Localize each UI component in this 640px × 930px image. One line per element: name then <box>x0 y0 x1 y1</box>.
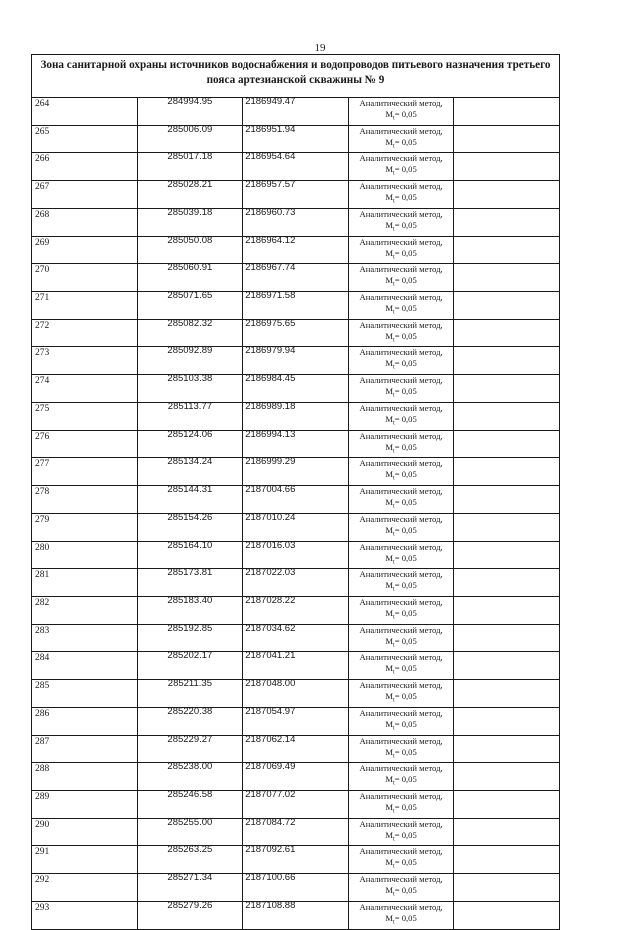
empty-cell <box>454 818 560 846</box>
accuracy-label: $M_t= 0,05$ <box>385 164 417 178</box>
table-row <box>32 153 560 181</box>
y-coordinate-cell: 2186984.45 <box>243 375 349 403</box>
empty-cell <box>454 596 560 624</box>
method-label: Аналитический метод, <box>359 181 443 192</box>
empty-cell <box>454 98 560 126</box>
empty-cell <box>454 125 560 153</box>
method-label: Аналитический метод, <box>359 541 443 552</box>
x-coordinate-cell: 285202.17 <box>137 652 243 680</box>
y-coordinate-cell: 2187054.97 <box>243 707 349 735</box>
y-coordinate-cell: 2187062.14 <box>243 735 349 763</box>
x-coordinate-cell: 285050.08 <box>137 236 243 264</box>
point-number-cell: 277 <box>32 458 138 486</box>
table-row <box>32 596 560 624</box>
method-cell <box>348 292 454 320</box>
x-coordinate-cell: 285017.18 <box>137 153 243 181</box>
point-number-cell: 271 <box>32 292 138 320</box>
table-row <box>32 624 560 652</box>
table-row <box>32 181 560 209</box>
point-number-cell: 267 <box>32 181 138 209</box>
point-number-cell: 291 <box>32 846 138 874</box>
y-coordinate-cell: 2186954.64 <box>243 153 349 181</box>
point-number-cell: 292 <box>32 874 138 902</box>
y-coordinate-cell: 2187010.24 <box>243 513 349 541</box>
x-coordinate-cell: 285092.89 <box>137 347 243 375</box>
x-coordinate-cell: 285103.38 <box>137 375 243 403</box>
empty-cell <box>454 541 560 569</box>
table-row <box>32 541 560 569</box>
y-coordinate-cell: 2187034.62 <box>243 624 349 652</box>
empty-cell <box>454 402 560 430</box>
method-label: Аналитический метод, <box>359 790 443 801</box>
table-row <box>32 569 560 597</box>
x-coordinate-cell: 285220.38 <box>137 707 243 735</box>
table-row <box>32 901 560 929</box>
empty-cell <box>454 208 560 236</box>
method-label: Аналитический метод, <box>359 292 443 303</box>
empty-cell <box>454 513 560 541</box>
accuracy-label: $M_t= 0,05$ <box>385 857 417 871</box>
accuracy-label: $M_t= 0,05$ <box>385 413 417 427</box>
point-number-cell: 279 <box>32 513 138 541</box>
empty-cell <box>454 790 560 818</box>
point-number-cell: 269 <box>32 236 138 264</box>
method-label: Аналитический метод, <box>359 596 443 607</box>
accuracy-label: $M_t= 0,05$ <box>385 524 417 538</box>
method-cell <box>348 846 454 874</box>
method-label: Аналитический метод, <box>359 652 443 663</box>
x-coordinate-cell: 285154.26 <box>137 513 243 541</box>
table-row <box>32 319 560 347</box>
accuracy-label: $M_t= 0,05$ <box>385 663 417 677</box>
page-number: 19 <box>314 42 326 54</box>
method-cell <box>348 541 454 569</box>
x-coordinate-cell: 285192.85 <box>137 624 243 652</box>
method-cell <box>348 680 454 708</box>
accuracy-label: $M_t= 0,05$ <box>385 303 417 316</box>
method-cell <box>348 513 454 541</box>
table-row <box>32 430 560 458</box>
method-cell <box>348 153 454 181</box>
method-cell <box>348 763 454 791</box>
table-row <box>32 735 560 763</box>
x-coordinate-cell: 285164.10 <box>137 541 243 569</box>
accuracy-label: $M_t= 0,05$ <box>385 580 417 593</box>
method-label: Аналитический метод, <box>359 901 443 912</box>
x-coordinate-cell: 284994.95 <box>137 98 243 126</box>
empty-cell <box>454 707 560 735</box>
empty-cell <box>454 181 560 209</box>
empty-cell <box>454 624 560 652</box>
method-cell <box>348 707 454 735</box>
empty-cell <box>454 292 560 320</box>
table-row <box>32 763 560 791</box>
y-coordinate-cell: 2187022.03 <box>243 569 349 597</box>
accuracy-label: $M_t= 0,05$ <box>385 386 417 399</box>
method-cell <box>348 874 454 902</box>
table-row <box>32 513 560 541</box>
x-coordinate-cell: 285124.06 <box>137 430 243 458</box>
accuracy-label: $M_t= 0,05$ <box>385 330 417 344</box>
empty-cell <box>454 652 560 680</box>
x-coordinate-cell: 285028.21 <box>137 181 243 209</box>
point-number-cell: 293 <box>32 901 138 929</box>
x-coordinate-cell: 285071.65 <box>137 292 243 320</box>
point-number-cell: 278 <box>32 486 138 514</box>
empty-cell <box>454 874 560 902</box>
x-coordinate-cell: 285082.32 <box>137 319 243 347</box>
method-label: Аналитический метод, <box>359 763 443 774</box>
table-row <box>32 292 560 320</box>
method-label: Аналитический метод, <box>359 818 443 829</box>
accuracy-label: $M_t= 0,05$ <box>385 718 417 732</box>
accuracy-label: $M_t= 0,05$ <box>385 829 417 843</box>
y-coordinate-cell: 2187100.66 <box>243 874 349 902</box>
table-row <box>32 790 560 818</box>
x-coordinate-cell: 285279.26 <box>137 901 243 929</box>
table-row <box>32 846 560 874</box>
method-label: Аналитический метод, <box>359 153 443 164</box>
point-number-cell: 280 <box>32 541 138 569</box>
accuracy-label: $M_t= 0,05$ <box>385 469 417 483</box>
y-coordinate-cell: 2187069.49 <box>243 763 349 791</box>
table-row <box>32 98 560 126</box>
empty-cell <box>454 236 560 264</box>
method-label: Аналитический метод, <box>359 486 443 497</box>
method-cell <box>348 735 454 763</box>
method-label: Аналитический метод, <box>359 513 443 524</box>
y-coordinate-cell: 2187004.66 <box>243 486 349 514</box>
table-row <box>32 125 560 153</box>
x-coordinate-cell: 285229.27 <box>137 735 243 763</box>
y-coordinate-cell: 2187092.61 <box>243 846 349 874</box>
point-number-cell: 270 <box>32 264 138 292</box>
point-number-cell: 268 <box>32 208 138 236</box>
table-row <box>32 680 560 708</box>
x-coordinate-cell: 285246.58 <box>137 790 243 818</box>
empty-cell <box>454 901 560 929</box>
x-coordinate-cell: 285183.40 <box>137 596 243 624</box>
y-coordinate-cell: 2186951.94 <box>243 125 349 153</box>
point-number-cell: 285 <box>32 680 138 708</box>
x-coordinate-cell: 285006.09 <box>137 125 243 153</box>
point-number-cell: 275 <box>32 402 138 430</box>
table-row <box>32 458 560 486</box>
y-coordinate-cell: 2186971.58 <box>243 292 349 320</box>
method-cell <box>348 901 454 929</box>
empty-cell <box>454 735 560 763</box>
accuracy-label: $M_t= 0,05$ <box>385 691 417 704</box>
point-number-cell: 274 <box>32 375 138 403</box>
method-cell <box>348 98 454 126</box>
x-coordinate-cell: 285238.00 <box>137 763 243 791</box>
method-label: Аналитический метод, <box>359 98 443 108</box>
empty-cell <box>454 680 560 708</box>
method-label: Аналитический метод, <box>359 458 443 469</box>
method-cell <box>348 347 454 375</box>
point-number-cell: 287 <box>32 735 138 763</box>
method-cell <box>348 375 454 403</box>
y-coordinate-cell: 2186964.12 <box>243 236 349 264</box>
y-coordinate-cell: 2186979.94 <box>243 347 349 375</box>
method-cell <box>348 181 454 209</box>
table-row <box>32 874 560 902</box>
empty-cell <box>454 375 560 403</box>
coordinates-table <box>31 54 560 930</box>
table-row <box>32 402 560 430</box>
y-coordinate-cell: 2186960.73 <box>243 208 349 236</box>
accuracy-label: $M_t= 0,05$ <box>385 885 417 898</box>
point-number-cell: 284 <box>32 652 138 680</box>
y-coordinate-cell: 2187084.72 <box>243 818 349 846</box>
accuracy-label: $M_t= 0,05$ <box>385 275 417 289</box>
point-number-cell: 282 <box>32 596 138 624</box>
x-coordinate-cell: 285144.31 <box>137 486 243 514</box>
method-cell <box>348 596 454 624</box>
empty-cell <box>454 264 560 292</box>
method-cell <box>348 818 454 846</box>
accuracy-label: $M_t= 0,05$ <box>385 109 417 122</box>
empty-cell <box>454 430 560 458</box>
point-number-cell: 272 <box>32 319 138 347</box>
method-cell <box>348 486 454 514</box>
point-number-cell: 281 <box>32 569 138 597</box>
empty-cell <box>454 763 560 791</box>
empty-cell <box>454 458 560 486</box>
method-label: Аналитический метод, <box>359 264 443 275</box>
empty-cell <box>454 486 560 514</box>
point-number-cell: 276 <box>32 430 138 458</box>
y-coordinate-cell: 2186967.74 <box>243 264 349 292</box>
method-cell <box>348 458 454 486</box>
method-label: Аналитический метод, <box>359 735 443 746</box>
accuracy-label: $M_t= 0,05$ <box>385 774 417 787</box>
empty-cell <box>454 153 560 181</box>
method-label: Аналитический метод, <box>359 319 443 330</box>
point-number-cell: 286 <box>32 707 138 735</box>
method-cell <box>348 652 454 680</box>
accuracy-label: $M_t= 0,05$ <box>385 801 417 815</box>
table-row <box>32 652 560 680</box>
y-coordinate-cell: 2186949.47 <box>243 98 349 126</box>
x-coordinate-cell: 285255.00 <box>137 818 243 846</box>
method-cell <box>348 624 454 652</box>
x-coordinate-cell: 285134.24 <box>137 458 243 486</box>
accuracy-label: $M_t= 0,05$ <box>385 746 417 760</box>
method-cell <box>348 125 454 153</box>
table-header: Зона санитарной охраны источников водоснабжения и водопроводов питьевого назначения третьего пояса артезианской скважины № 9 <box>32 55 560 98</box>
accuracy-label: $M_t= 0,05$ <box>385 635 417 649</box>
table-row <box>32 486 560 514</box>
accuracy-label: $M_t= 0,05$ <box>385 136 417 150</box>
empty-cell <box>454 846 560 874</box>
x-coordinate-cell: 285039.18 <box>137 208 243 236</box>
method-label: Аналитический метод, <box>359 707 443 718</box>
point-number-cell: 288 <box>32 763 138 791</box>
method-cell <box>348 264 454 292</box>
y-coordinate-cell: 2187041.21 <box>243 652 349 680</box>
y-coordinate-cell: 2187016.03 <box>243 541 349 569</box>
method-cell <box>348 236 454 264</box>
method-cell <box>348 208 454 236</box>
point-number-cell: 290 <box>32 818 138 846</box>
y-coordinate-cell: 2186994.13 <box>243 430 349 458</box>
point-number-cell: 283 <box>32 624 138 652</box>
table-row <box>32 347 560 375</box>
y-coordinate-cell: 2186989.18 <box>243 402 349 430</box>
x-coordinate-cell: 285113.77 <box>137 402 243 430</box>
empty-cell <box>454 569 560 597</box>
table-row <box>32 818 560 846</box>
method-label: Аналитический метод, <box>359 846 443 857</box>
table-body <box>32 98 560 930</box>
table-row <box>32 264 560 292</box>
accuracy-label: $M_t= 0,05$ <box>385 607 417 621</box>
method-label: Аналитический метод, <box>359 375 443 386</box>
y-coordinate-cell: 2187077.02 <box>243 790 349 818</box>
accuracy-label: $M_t= 0,05$ <box>385 192 417 205</box>
method-label: Аналитический метод, <box>359 430 443 441</box>
y-coordinate-cell: 2186999.29 <box>243 458 349 486</box>
method-cell <box>348 569 454 597</box>
y-coordinate-cell: 2186957.57 <box>243 181 349 209</box>
method-label: Аналитический метод, <box>359 402 443 413</box>
method-label: Аналитический метод, <box>359 680 443 691</box>
y-coordinate-cell: 2186975.65 <box>243 319 349 347</box>
method-cell <box>348 790 454 818</box>
x-coordinate-cell: 285263.25 <box>137 846 243 874</box>
accuracy-label: $M_t= 0,05$ <box>385 497 417 510</box>
point-number-cell: 266 <box>32 153 138 181</box>
point-number-cell: 289 <box>32 790 138 818</box>
method-cell <box>348 430 454 458</box>
method-label: Аналитический метод, <box>359 208 443 219</box>
method-label: Аналитический метод, <box>359 236 443 247</box>
x-coordinate-cell: 285211.35 <box>137 680 243 708</box>
method-label: Аналитический метод, <box>359 874 443 885</box>
x-coordinate-cell: 285060.91 <box>137 264 243 292</box>
accuracy-label: $M_t= 0,05$ <box>385 358 417 372</box>
accuracy-label: $M_t= 0,05$ <box>385 219 417 233</box>
y-coordinate-cell: 2187108.88 <box>243 901 349 929</box>
y-coordinate-cell: 2187048.00 <box>243 680 349 708</box>
point-number-cell: 273 <box>32 347 138 375</box>
point-number-cell: 265 <box>32 125 138 153</box>
method-label: Аналитический метод, <box>359 569 443 580</box>
table-row <box>32 707 560 735</box>
accuracy-label: $M_t= 0,05$ <box>385 912 417 926</box>
accuracy-label: $M_t= 0,05$ <box>385 247 417 261</box>
method-label: Аналитический метод, <box>359 125 443 136</box>
table-row <box>32 236 560 264</box>
x-coordinate-cell: 285173.81 <box>137 569 243 597</box>
x-coordinate-cell: 285271.34 <box>137 874 243 902</box>
method-label: Аналитический метод, <box>359 624 443 635</box>
method-label: Аналитический метод, <box>359 347 443 358</box>
accuracy-label: $M_t= 0,05$ <box>385 552 417 566</box>
table-row <box>32 208 560 236</box>
empty-cell <box>454 319 560 347</box>
method-cell <box>348 319 454 347</box>
table-row <box>32 375 560 403</box>
method-cell <box>348 402 454 430</box>
y-coordinate-cell: 2187028.22 <box>243 596 349 624</box>
empty-cell <box>454 347 560 375</box>
point-number-cell: 264 <box>32 98 138 126</box>
accuracy-label: $M_t= 0,05$ <box>385 441 417 455</box>
